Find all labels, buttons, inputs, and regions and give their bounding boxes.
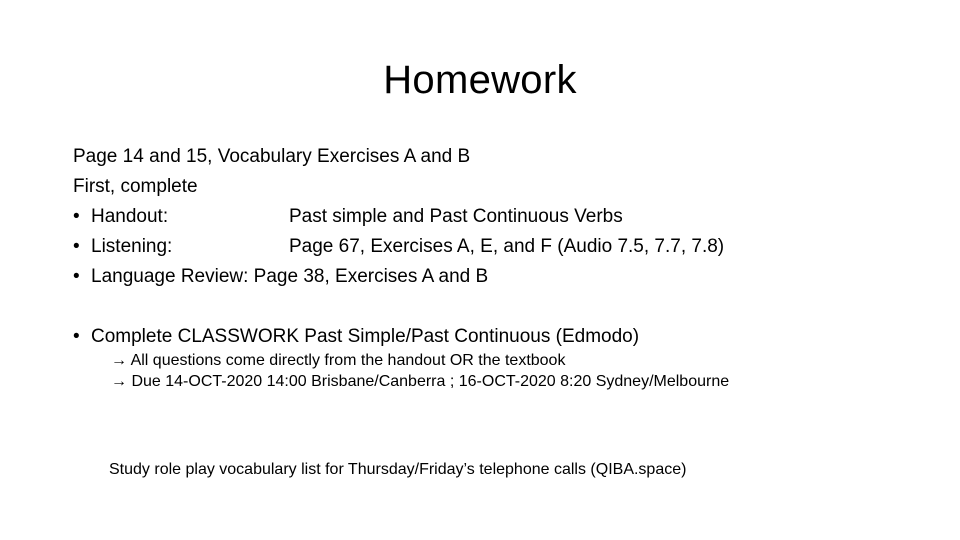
list-item-handout	[73, 205, 623, 229]
list-item-language-review	[73, 265, 488, 289]
bullet-icon: •	[73, 266, 80, 287]
bullet-icon: •	[73, 326, 80, 347]
list-item-label: Listening:	[91, 236, 173, 257]
bullet-icon: •	[73, 236, 80, 257]
sub-item-due-date: → Due 14-OCT-2020 14:00 Brisbane/Canberra ; 16-OCT-2020 8:20 Sydney/Melbourne	[111, 373, 730, 390]
list-item-value: Page 67, Exercises A, E, and F (Audio 7.5, 7.7, 7.8)	[289, 236, 725, 257]
sub-item-questions: → All questions come directly from the handout OR the textbook	[111, 352, 566, 369]
bullet-icon: •	[73, 206, 80, 227]
list-item-classwork	[73, 325, 639, 349]
list-item-value: Page 38, Exercises A and B	[253, 266, 489, 287]
list-item-label: Handout:	[91, 206, 169, 227]
vocabulary-line: Page 14 and 15, Vocabulary Exercises A and B	[73, 146, 471, 167]
study-note: Study role play vocabulary list for Thursday/Friday’s telephone calls (QIBA.space)	[109, 461, 687, 478]
classwork-text: Complete CLASSWORK Past Simple/Past Continuous (Edmodo)	[91, 326, 640, 347]
list-item-label: Language Review:	[91, 266, 249, 287]
list-item-value: Past simple and Past Continuous Verbs	[289, 206, 623, 227]
list-item-listening	[73, 235, 724, 259]
first-complete-line: First, complete	[73, 176, 198, 197]
slide-title: Homework	[383, 58, 577, 102]
